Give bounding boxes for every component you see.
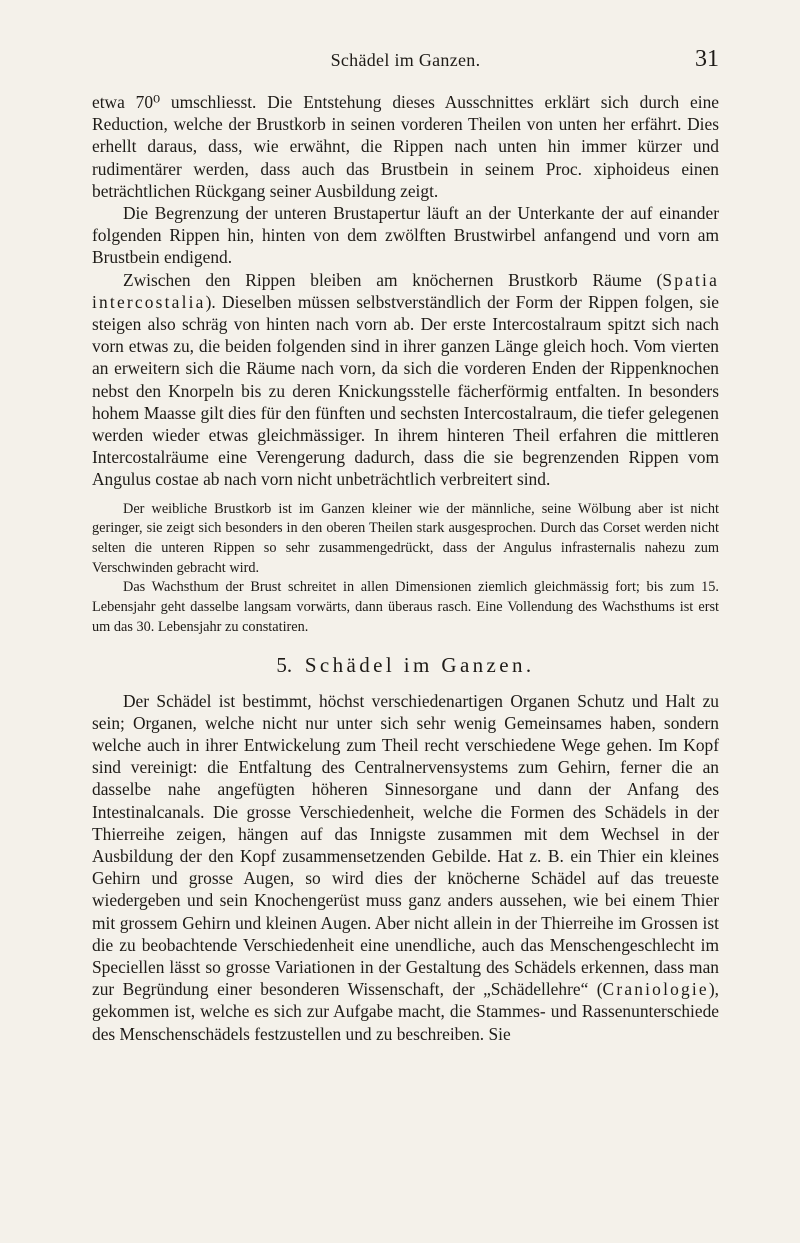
section-number: 5. <box>276 652 293 677</box>
section-heading <box>92 653 719 678</box>
paragraph-schaedel <box>92 690 719 1045</box>
running-title: Schädel im Ganzen. <box>330 50 481 70</box>
text-run: ). Dieselben müssen selbstverständlich der Form der Rippen folgen, sie steigen also schräg von hinten nach vorn ab. Der erste Intercostalraum spitzt sich nach vorn etwas zu, die beiden folgenden sind in ihrer ganzen Länge gleich hoch. Vom vierten an erweitern sich die Räume nach vorn, da sich die vorderen Enden der Rippenknochen nebst den Knorpeln bis zu deren Knickungsstelle fächerförmig entfalten. In besonders hohem Maasse gilt dies für den fünften und sechsten Intercostalraum, die tiefer gelegenen werden wieder etwas gleichmässiger. In ihrem hinteren Theil erfahren die mittleren Intercostalräume eine Verengerung dadurch, dass die sie begrenzenden Rippen vom Angulus costae ab nach vorn nicht unbeträchtlich verbreitert sind. <box>92 291 719 490</box>
text-run: ), gekommen ist, welche es sich zur Aufgabe macht, die Stammes- und Rassenunterschiede des Menschenschädels festzustellen und zu beschreiben. Sie <box>92 979 719 1044</box>
text-run: Der Schädel ist bestimmt, höchst verschiedenartigen Organen Schutz und Halt zu sein; Organen, welche nicht nur unter sich sehr wenig Gemeinsames haben, sondern welche auch in ihrer Entwickelung zum Theil recht verschiedene Wege gehen. Im Kopf sind vereinigt: die Entfaltung des Centralnervensystems zum Gehirn, ferner die an dasselbe nahe angefügten höheren Sinnesorgane und dann der Anfang des Intestinalcanals. Die grosse Verschiedenheit, welche die Formen des Schädels in der Thierreihe zeigen, hängen auf das Innigste zusammen mit dem Wechsel in der Ausbildung der den Kopf zusammensetzenden Gebilde. Hat z. B. ein Thier ein kleines Gehirn und grosse Augen, so wird dies der knöcherne Schädel auf das treueste wiedergeben und sein Knochengerüst muss ganz anders aussehen, wie bei einem Thier mit grossem Gehirn und kleinen Augen. Aber nicht allein in der Thierreihe im Grossen ist die zu beobachtende Verschiedenheit eine unendliche, auch das Menschengeschlecht im Speciellen lässt so grosse Variationen in der Gestaltung des Schädels erkennen, dass man zur Begründung einer besonderen Wissenschaft, der „Schädellehre“ ( <box>92 690 719 1000</box>
term-craniologie: Craniologie <box>602 979 709 1000</box>
note-wachsthum: Das Wachsthum der Brust schreitet in allen Dimensionen ziemlich gleichmässig fort; bis zum 15. Lebensjahr geht dasselbe langsam vorwärts, dann überaus rasch. Eine Vollendung des Wachsthums ist erst um das 30. Lebensjahr zu constatiren. <box>92 579 719 635</box>
term-spatia-intercostalia: Spatia intercostalia <box>92 269 719 312</box>
paragraph-untere-brustapertur: Die Begrenzung der unteren Brustapertur läuft an der Unterkante der auf einander folgenden Rippen hin, hinten von dem zwölften Brustwirbel anfangend und vorn am Brustbein endigend. <box>92 203 719 268</box>
section-title: Schädel im Ganzen. <box>304 652 535 677</box>
running-head <box>92 46 719 76</box>
note-weiblicher-brustkorb: Der weibliche Brustkorb ist im Ganzen kleiner wie der männliche, seine Wölbung aber ist nicht geringer, sie zeigt sich besonders in den oberen Theilen stark ausgesprochen. Durch das Corset werden nicht selten die unteren Rippen so sehr zusammengedrückt, dass der Angulus infrasternalis nahezu zum Verschwinden gebracht wird. <box>92 500 719 576</box>
text-run: Zwischen den Rippen bleiben am knöchernen Brustkorb Räume ( <box>123 269 663 290</box>
page-number: 31 <box>695 46 719 72</box>
paragraph-reduction: etwa 70⁰ umschliesst. Die Entstehung dieses Ausschnittes erklärt sich durch eine Reduction, welche der Brustkorb in seinen vorderen Theilen von unten her erfährt. Dies erhellt daraus, dass, wie erwähnt, die Rippen nach unten hin immer kürzer und rudimentärer werden, dass auch das Brustbein in seinem Proc. xiphoideus einen beträchtlichen Rückgang seiner Ausbildung zeigt. <box>92 92 719 201</box>
paragraph-spatia-intercostalia <box>92 269 719 491</box>
body-text <box>92 91 719 1045</box>
